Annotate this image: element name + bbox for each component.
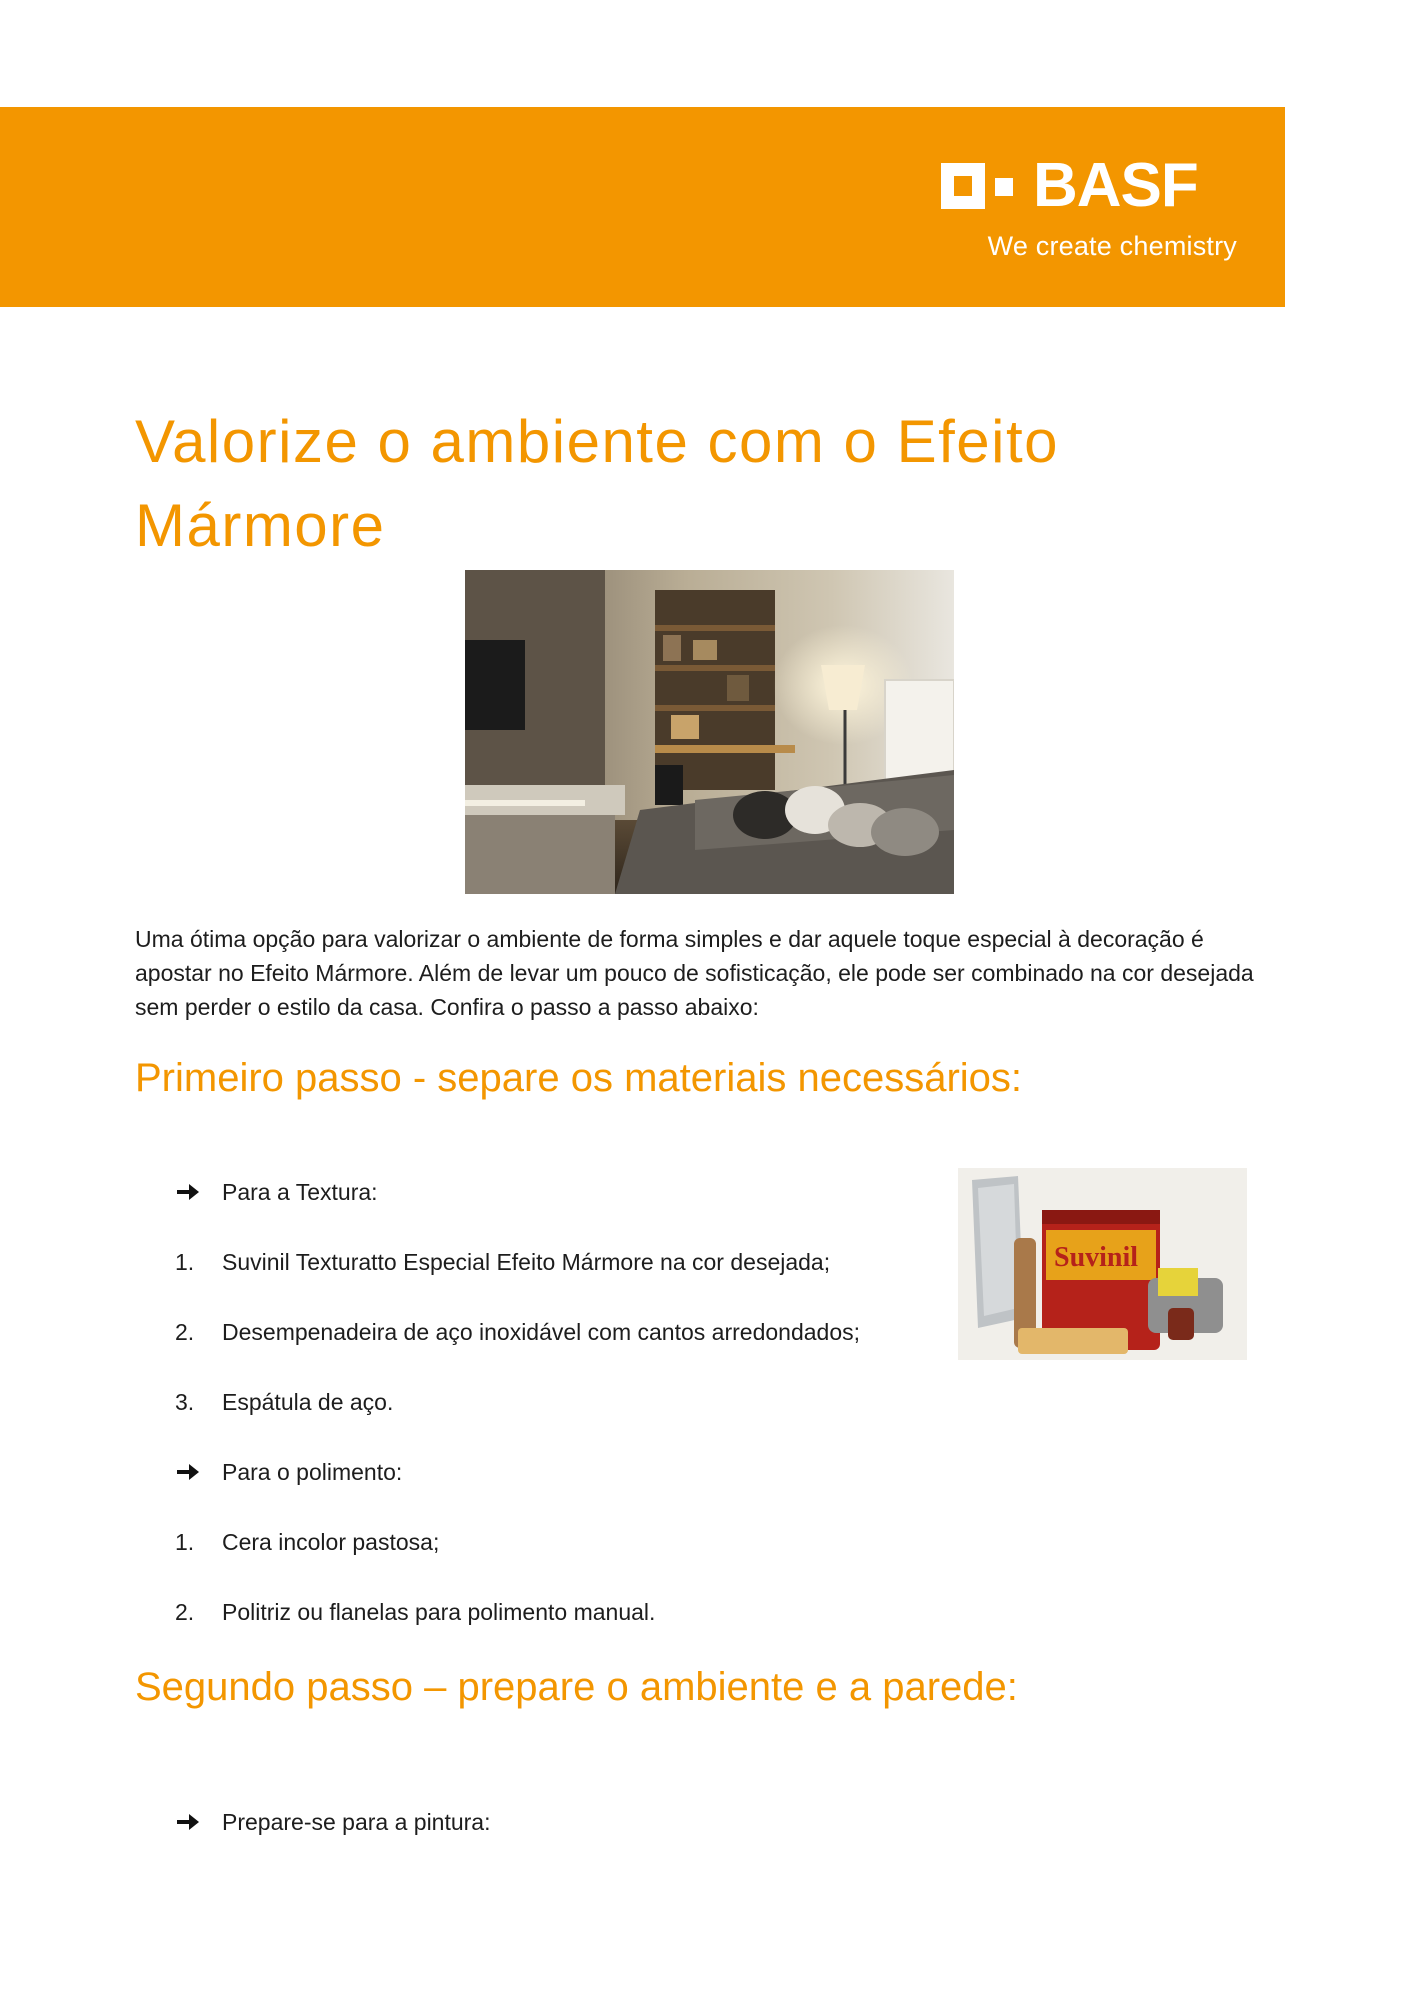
bullet-label: Para a Textura:: [222, 1179, 378, 1205]
list-item: [175, 1315, 860, 1349]
list-item: [175, 1525, 439, 1559]
list-number: 2.: [175, 1319, 195, 1345]
room-photo: [465, 570, 954, 894]
section-heading-first-step: Primeiro passo - separe os materiais necessários:: [135, 1056, 1023, 1100]
arrow-right-icon: [175, 1182, 201, 1202]
bullet-texture: [175, 1175, 378, 1209]
list-number: 3.: [175, 1389, 195, 1415]
arrow-right-icon: [175, 1812, 201, 1832]
list-text: Espátula de aço.: [222, 1389, 394, 1415]
list-item: [175, 1595, 655, 1629]
list-item: [175, 1385, 393, 1419]
list-text: Desempenadeira de aço inoxidável com cantos arredondados;: [222, 1319, 861, 1345]
paint-products-image: [958, 1168, 1247, 1360]
list-number: 1.: [175, 1249, 195, 1275]
suvinil-label: Suvinil: [1054, 1242, 1139, 1273]
bullet-polish: [175, 1455, 402, 1489]
intro-paragraph: Uma ótima opção para valorizar o ambiente de forma simples e dar aquele toque especial à decoração é apostar no Efeito Mármore. Além de levar um pouco de sofisticação, ele pode ser combinado na cor desejada sem perder o estilo da casa. Confira o passo a passo abaixo:: [135, 926, 1254, 1020]
list-text: Cera incolor pastosa;: [222, 1529, 440, 1555]
arrow-right-icon: [175, 1462, 201, 1482]
list-number: 2.: [175, 1599, 195, 1625]
section-heading-second-step: Segundo passo – prepare o ambiente e a parede:: [135, 1665, 1018, 1709]
products-photo: [958, 1168, 1247, 1360]
header-band: [0, 107, 1285, 307]
page-title: Valorize o ambiente com o Efeito Mármore: [135, 408, 1060, 559]
list-text: Suvinil Texturatto Especial Efeito Mármore na cor desejada;: [222, 1249, 831, 1275]
bullet-label: Para o polimento:: [222, 1459, 403, 1485]
basf-logo: [937, 151, 1237, 261]
bullet-prepare: [175, 1805, 491, 1839]
list-text: Politriz ou flanelas para polimento manual.: [222, 1599, 656, 1625]
logo-tagline: We create chemistry: [987, 231, 1237, 261]
bullet-label: Prepare-se para a pintura:: [222, 1809, 491, 1835]
basf-wordmark: BASF: [1033, 151, 1198, 220]
list-number: 1.: [175, 1529, 195, 1555]
living-room-image: [465, 570, 954, 894]
list-item: [175, 1245, 830, 1279]
